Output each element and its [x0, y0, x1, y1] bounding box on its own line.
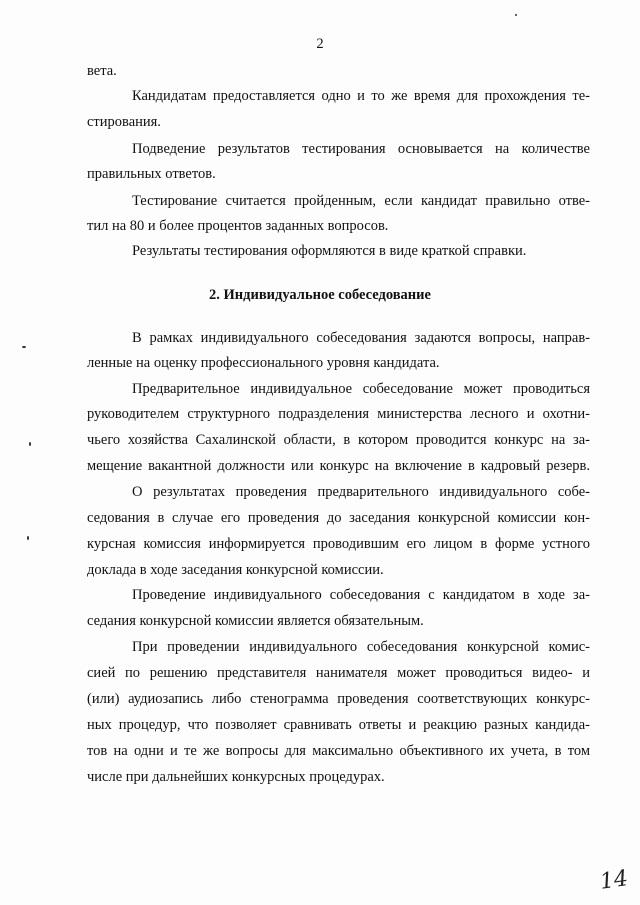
- text-line: В рамках индивидуального собеседования задаются вопросы, направ-: [132, 330, 590, 346]
- text-line: ленные на оценку профессионального уровня кандидата.: [87, 355, 440, 371]
- text-line: числе при дальнейших конкурсных процедурах.: [87, 769, 385, 785]
- text-line: мещение вакантной должности или конкурс на включение в кадровый резерв.: [87, 458, 590, 474]
- text-line: ных процедур, что позволяет сравнивать ответы и реакцию разных кандида-: [87, 717, 590, 733]
- text-line: Проведение индивидуального собеседования с кандидатом в ходе за-: [132, 587, 590, 603]
- scan-speck: [22, 346, 26, 348]
- scan-speck: [29, 442, 31, 446]
- text-line: Кандидатам предоставляется одно и то же время для прохождения те-: [132, 88, 590, 104]
- text-line: Предварительное индивидуальное собеседование может проводиться: [132, 381, 590, 397]
- scan-speck: [27, 536, 29, 540]
- text-line: седования в случае его проведения до заседания конкурсной комиссии кон-: [87, 510, 590, 526]
- text-line: стирования.: [87, 114, 161, 130]
- text-line: При проведении индивидуального собеседования конкурсной комис-: [132, 639, 590, 655]
- scan-speck: [515, 14, 517, 16]
- page-number: 2: [316, 36, 324, 52]
- text-line: доклада в ходе заседания конкурсной комиссии.: [87, 562, 384, 578]
- text-line: (или) аудиозапись либо стенограмма проведения соответствующих конкурс-: [87, 691, 590, 707]
- handwritten-page-number: 14: [598, 866, 630, 895]
- text-line: курсная комиссия информируется проводившим его лицом в форме устного: [87, 536, 590, 552]
- text-line: Результаты тестирования оформляются в виде краткой справки.: [132, 243, 527, 259]
- text-line: Подведение результатов тестирования основывается на количестве: [132, 141, 590, 157]
- text-line: правильных ответов.: [87, 166, 216, 182]
- text-line: седания конкурсной комиссии является обязательным.: [87, 613, 424, 629]
- text-line: сией по решению представителя нанимателя может проводиться видео- и: [87, 665, 590, 681]
- section-heading: 2. Индивидуальное собеседование: [209, 287, 431, 303]
- text-line: чьего хозяйства Сахалинской области, в котором проводится конкурс на за-: [87, 432, 590, 448]
- text-line: тов на одни и те же вопросы для максимально объективного их учета, в том: [87, 743, 590, 759]
- text-line: О результатах проведения предварительного индивидуального собе-: [132, 484, 590, 500]
- text-line: тил на 80 и более процентов заданных вопросов.: [87, 218, 389, 234]
- text-line: руководителем структурного подразделения министерства лесного и охотни-: [87, 406, 590, 422]
- text-line: вета.: [87, 63, 117, 79]
- text-line: Тестирование считается пройденным, если кандидат правильно отве-: [132, 193, 590, 209]
